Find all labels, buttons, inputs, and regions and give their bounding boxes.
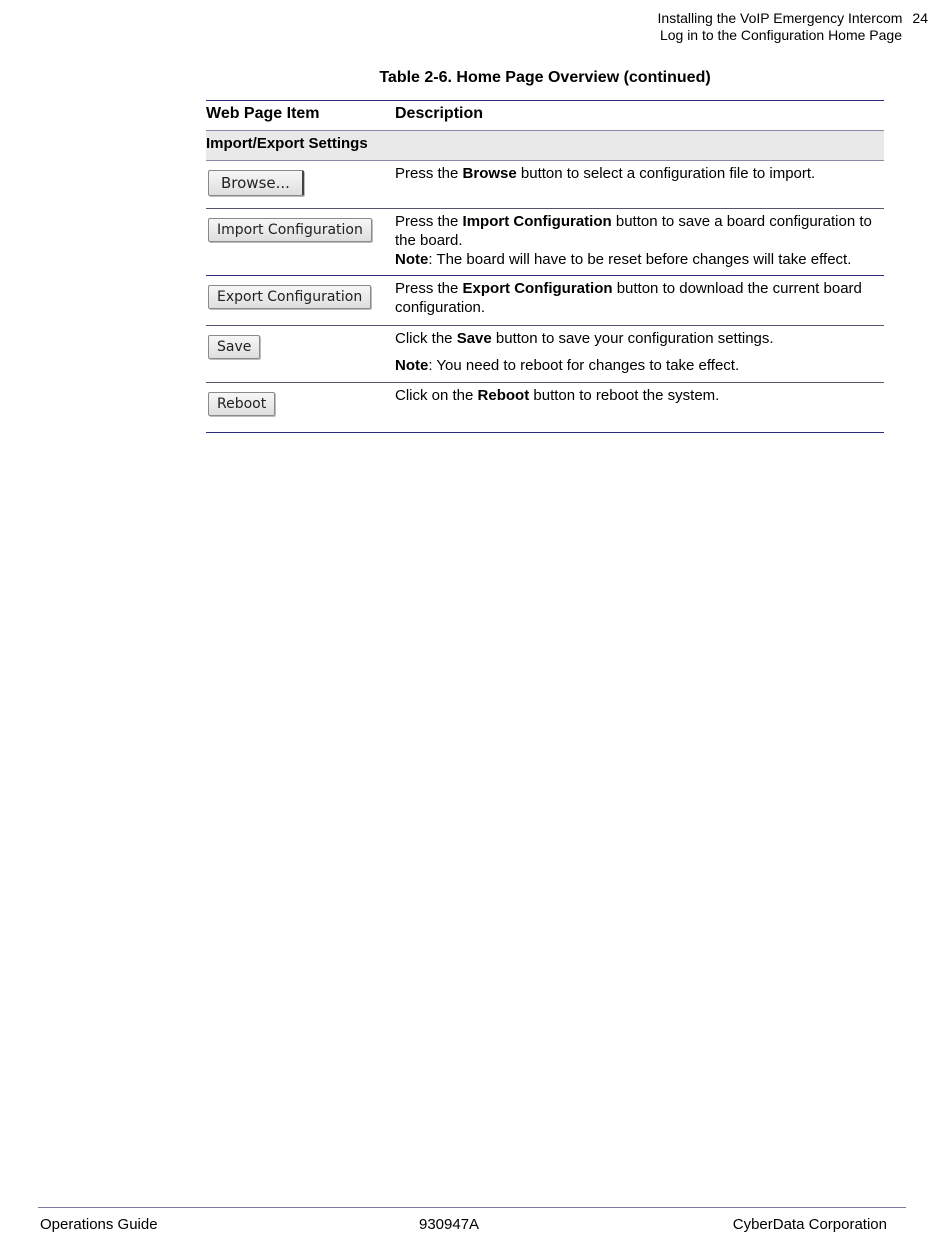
export-configuration-button: Export Configuration: [208, 285, 371, 309]
table-caption: Table 2-6. Home Page Overview (continued): [379, 69, 711, 86]
section-heading-import-export: Import/Export Settings: [206, 131, 884, 161]
note-text: Note: You need to reboot for changes to take effect.: [395, 357, 740, 374]
description-text: Press the Export Configuration button to download the current board configuration.: [395, 280, 862, 316]
table-row: [206, 276, 884, 326]
description-text: Press the Browse button to select a configuration file to import.: [395, 165, 816, 182]
footer-company: CyberData Corporation: [732, 1216, 887, 1233]
running-header-chapter: [658, 10, 928, 26]
table-row: [206, 209, 884, 276]
description-text: Click on the Reboot button to reboot the system.: [395, 387, 720, 404]
chapter-title: Installing the VoIP Emergency Intercom: [657, 10, 903, 26]
home-page-overview-table: [206, 100, 884, 433]
table-header-row: [206, 101, 884, 131]
table-row: [206, 383, 884, 432]
running-header-section: Log in to the Configuration Home Page: [659, 27, 902, 43]
note-text: Note: The board will have to be reset before changes will take effect.: [395, 251, 852, 268]
table-row: [206, 326, 884, 383]
page-number: 24: [912, 10, 928, 26]
description-text: Press the Import Configuration button to save a board configuration to the board.: [395, 213, 872, 249]
reboot-button: Reboot: [208, 392, 275, 416]
description-text: Click the Save button to save your configuration settings.: [395, 330, 774, 347]
footer-divider: [38, 1207, 906, 1208]
column-header-description: Description: [395, 105, 484, 122]
browse-button: Browse...: [208, 170, 304, 196]
footer-document-number: 930947A: [419, 1216, 480, 1233]
import-configuration-button: Import Configuration: [208, 218, 372, 242]
column-header-item: Web Page Item: [206, 105, 320, 122]
table-row: [206, 161, 884, 209]
save-button: Save: [208, 335, 260, 359]
footer-document-title: Operations Guide: [40, 1216, 158, 1233]
